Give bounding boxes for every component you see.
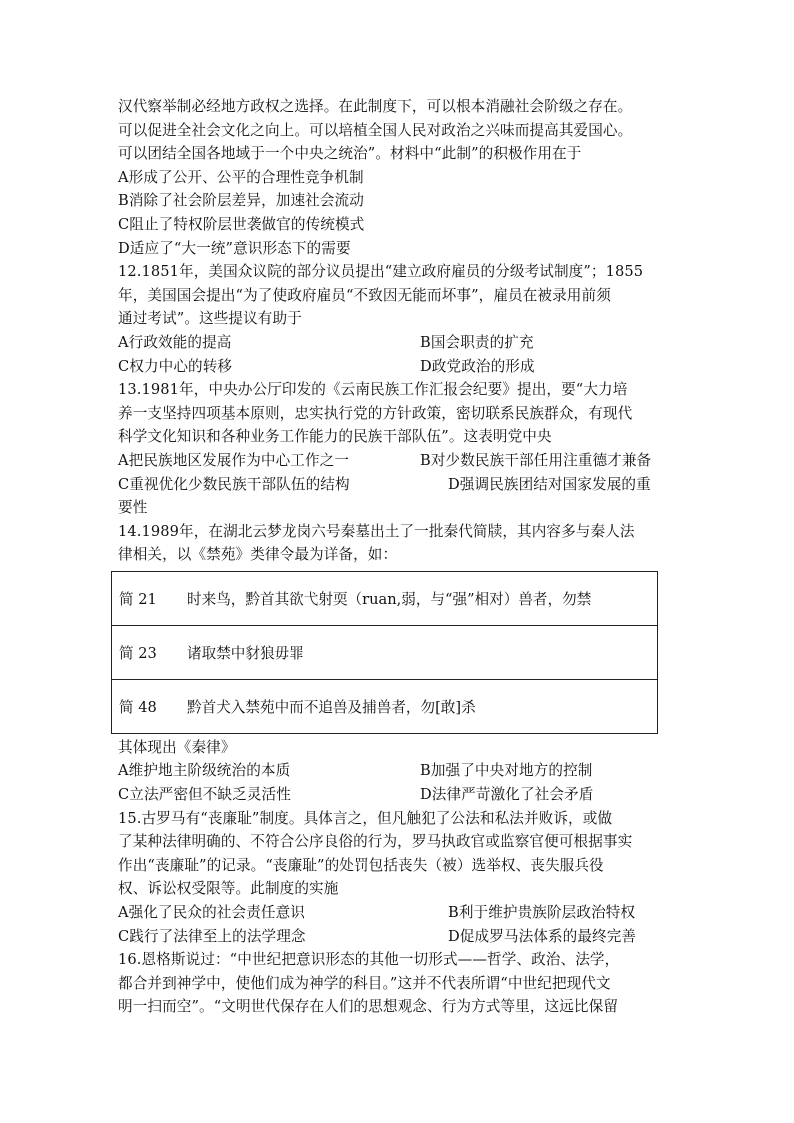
slip-text: 诸取禁中豺狼毋罪	[187, 644, 304, 662]
options-row	[118, 331, 688, 355]
slip-id: 简 48	[119, 698, 157, 716]
option-a: A把民族地区发展作为中心工作之一	[118, 451, 350, 469]
paragraph-line: 汉代察举制必经地方政权之选择。在此制度下，可以根本消融社会阶级之存在。	[118, 98, 633, 115]
option-b: B消除了社会阶层差异，加速社会流动	[118, 192, 364, 210]
option-b: B加强了中央对地方的控制	[420, 762, 593, 780]
option-c: C权力中心的转移	[118, 357, 233, 375]
question-14-line: 律相关，以《禁苑》类律令最为详备，如：	[118, 546, 398, 564]
paragraph-line: 可以促进全社会文化之向上。可以培植全国人民对政治之兴味而提高其爱国心。	[118, 121, 633, 139]
question-13-line: 养一支坚持四项基本原则，忠实执行党的方针政策，密切联系民族群众，有现代	[118, 404, 633, 422]
options-row	[118, 449, 688, 473]
question-16-line: 明一扫而空”。“文明世代保存在人们的思想观念、行为方式等里，这远比保留	[118, 998, 619, 1016]
question-16-line: 16.恩格斯说过：“中世纪把意识形态的其他一切形式——哲学、政治、法学，	[118, 951, 620, 969]
option-d: D强调民族团结对国家发展的重	[448, 475, 651, 493]
question-12-line: 年，美国国会提出“为了使政府雇员“不致因无能而坏事”，雇员在被录用前须	[118, 286, 611, 304]
slip-text: 黔首犬入禁苑中而不追兽及捕兽者，勿[敢]杀	[187, 698, 476, 716]
paragraph-line: 可以团结全国各地域于一个中央之统治”。材料中“此制”的积极作用在于	[118, 145, 582, 163]
options-row	[118, 355, 688, 379]
slip-id: 简 21	[119, 590, 157, 608]
option-d: D促成罗马法体系的最终完善	[448, 927, 637, 945]
option-a: A形成了公开、公平的合理性竞争机制	[118, 168, 364, 186]
option-a: A维护地主阶级统治的本质	[118, 762, 291, 780]
table-row	[112, 572, 657, 626]
option-c: C重视优化少数民族干部队伍的结构	[118, 475, 350, 493]
question-15-line: 权、诉讼权受限等。此制度的实施	[118, 880, 339, 898]
question-15-line: 作出“丧廉耻”的记录。“丧廉耻”的处罚包括丧失（被）选举权、丧失服兵役	[118, 856, 604, 874]
option-d: D适应了“大一统”意识形态下的需要	[118, 239, 351, 257]
question-13-line: 13.1981年，中央办公厅印发的《云南民族工作汇报会纪要》提出，要“大力培	[118, 381, 628, 399]
option-c: C立法严密但不缺乏灵活性	[118, 786, 291, 804]
question-12-line: 12.1851年，美国众议院的部分议员提出“建立政府雇员的分级考试制度”；1855	[118, 263, 644, 281]
options-row	[118, 783, 688, 807]
option-b: B国会职责的扩充	[420, 333, 534, 351]
slip-id: 简 23	[119, 644, 157, 662]
table-row	[112, 680, 657, 733]
options-row	[118, 473, 688, 497]
question-16-line: 都合并到神学中，使他们成为神学的科目。”这并不代表所谓“中世纪把现代文	[118, 974, 611, 992]
option-c: C阻止了特权阶层世袭做官的传统模式	[118, 215, 365, 233]
option-d: D法律严苛激化了社会矛盾	[420, 786, 594, 804]
option-a: A强化了民众的社会责任意识	[118, 904, 305, 922]
question-12-line: 通过考试”。这些提议有助于	[118, 310, 302, 328]
option-b: B对少数民族干部任用注重德才兼备	[420, 451, 652, 469]
option-b: B利于维护贵族阶层政治特权	[448, 904, 636, 922]
option-d-continued: 要性	[118, 499, 148, 517]
document-body	[118, 95, 688, 1019]
option-d: D政党政治的形成	[420, 357, 535, 375]
question-13-line: 科学文化知识和各种业务工作能力的民族干部队伍”。这表明党中央	[118, 428, 552, 446]
options-row	[118, 901, 688, 925]
options-row	[118, 925, 688, 949]
question-15-line: 了某种法律明确的、不符合公序良俗的行为，罗马执政官或监察官便可根据事实	[118, 833, 633, 851]
question-14-line: 14.1989年，在湖北云梦龙岗六号秦墓出土了一批秦代简牍，其内容多与秦人法	[118, 522, 635, 540]
question-14-stem: 其体现出《秦律》	[118, 738, 236, 756]
table-row	[112, 626, 657, 680]
options-row	[118, 759, 688, 783]
bamboo-slips-table	[111, 571, 658, 734]
option-c: C践行了法律至上的法学理念	[118, 927, 306, 945]
question-15-line: 15.古罗马有“丧廉耻”制度。具体言之，但凡触犯了公法和私法并败诉，或做	[118, 809, 613, 827]
option-a: A行政效能的提高	[118, 333, 232, 351]
slip-text: 时来鸟，黔首其欲弋射耎（ruan,弱，与“强”相对）兽者，勿禁	[187, 590, 592, 608]
